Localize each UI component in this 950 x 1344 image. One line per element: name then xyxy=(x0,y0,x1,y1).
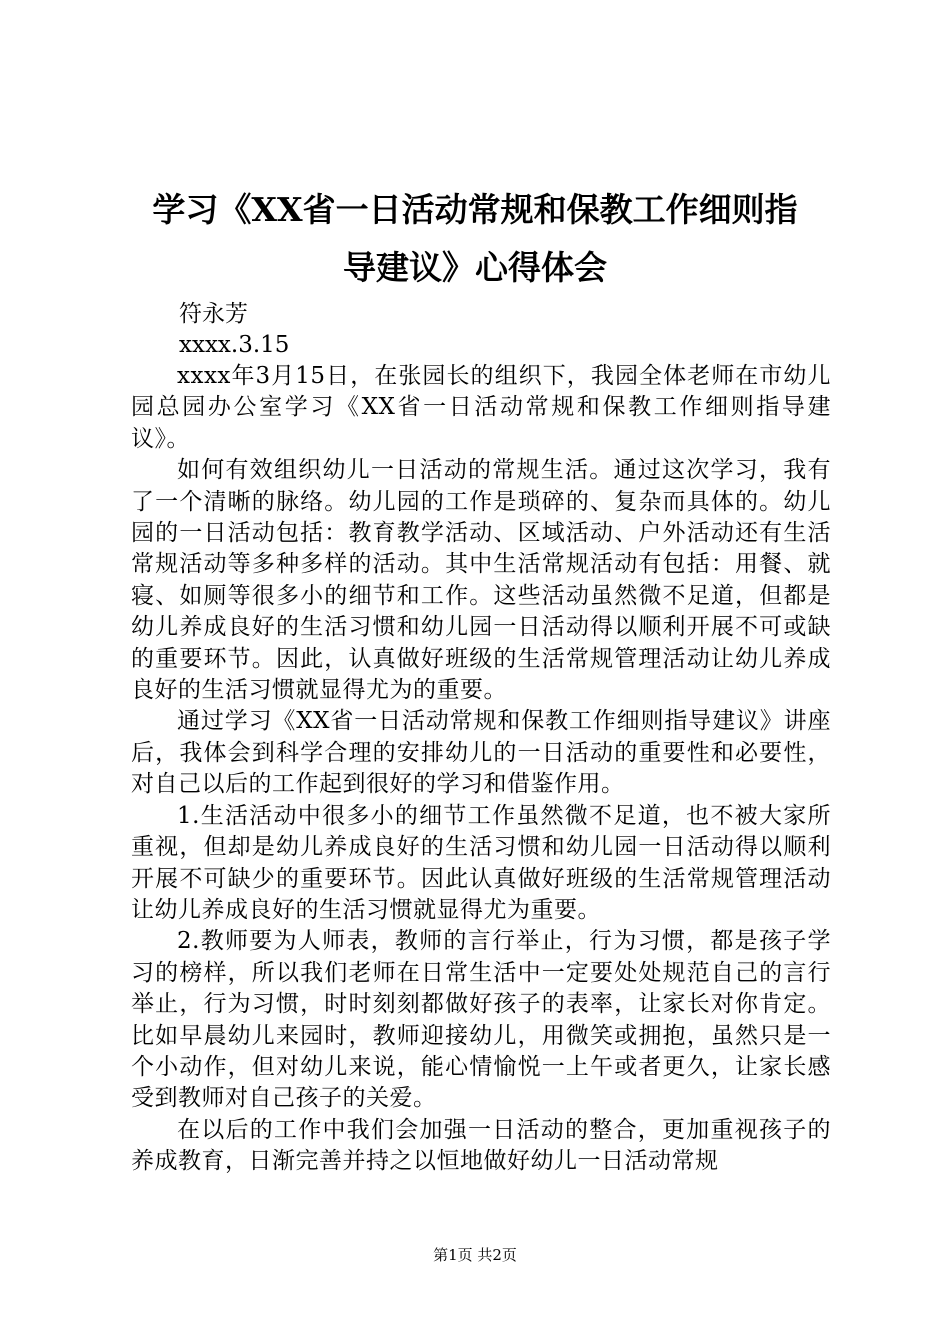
document-title-line-2: 导建议》心得体会 xyxy=(343,248,607,287)
paragraph: 1.生活活动中很多小的细节工作虽然微不足道，也不被大家所重视，但却是幼儿养成良好的生活习惯和幼儿园一日活动得以顺利开展不可缺少的重要环节。因此认真做好班级的生活常规管理活动让幼儿养成良好的生活习惯就显得尤为重要。 xyxy=(131,802,831,923)
document-title-line-1: 学习《XX省一日活动常规和保教工作细则指 xyxy=(152,190,798,229)
paragraph: 如何有效组织幼儿一日活动的常规生活。通过这次学习，我有了一个清晰的脉络。幼儿园的工作是琐碎的、复杂而具体的。幼儿园的一日活动包括：教育教学活动、区域活动、户外活动还有生活常规活动等多种多样的活动。其中生活常规活动有包括：用餐、就寝、如厕等很多小的细节和工作。这些活动虽然微不足道，但都是幼儿养成良好的生活习惯和幼儿园一日活动得以顺利开展不可或缺的重要环节。因此，认真做好班级的生活常规管理活动让幼儿养成良好的生活习惯就显得尤为的重要。 xyxy=(131,457,831,704)
document-date: xxxx.3.15 xyxy=(179,332,290,358)
author-name: 符永芳 xyxy=(179,301,248,327)
paragraph: 通过学习《XX省一日活动常规和保教工作细则指导建议》讲座后，我体会到科学合理的安排幼儿的一日活动的重要性和必要性，对自己以后的工作起到很好的学习和借鉴作用。 xyxy=(131,708,831,798)
paragraph: 2.教师要为人师表，教师的言行举止，行为习惯，都是孩子学习的榜样，所以我们老师在日常生活中一定要处处规范自己的言行举止，行为习惯，时时刻刻都做好孩子的表率，让家长对你肯定。比如早晨幼儿来园时，教师迎接幼儿，用微笑或拥抱，虽然只是一个小动作，但对幼儿来说，能心情愉悦一上午或者更久，让家长感受到教师对自己孩子的关爱。 xyxy=(131,928,831,1112)
paragraph: xxxx年3月15日，在张园长的组织下，我园全体老师在市幼儿园总园办公室学习《XX省一日活动常规和保教工作细则指导建议》。 xyxy=(131,363,831,452)
page-footer: 第1页 共2页 xyxy=(433,1246,517,1264)
document-body xyxy=(131,361,831,1178)
paragraph: 在以后的工作中我们会加强一日活动的整合，更加重视孩子的养成教育，日渐完善并持之以恒地做好幼儿一日活动常规 xyxy=(131,1116,831,1175)
